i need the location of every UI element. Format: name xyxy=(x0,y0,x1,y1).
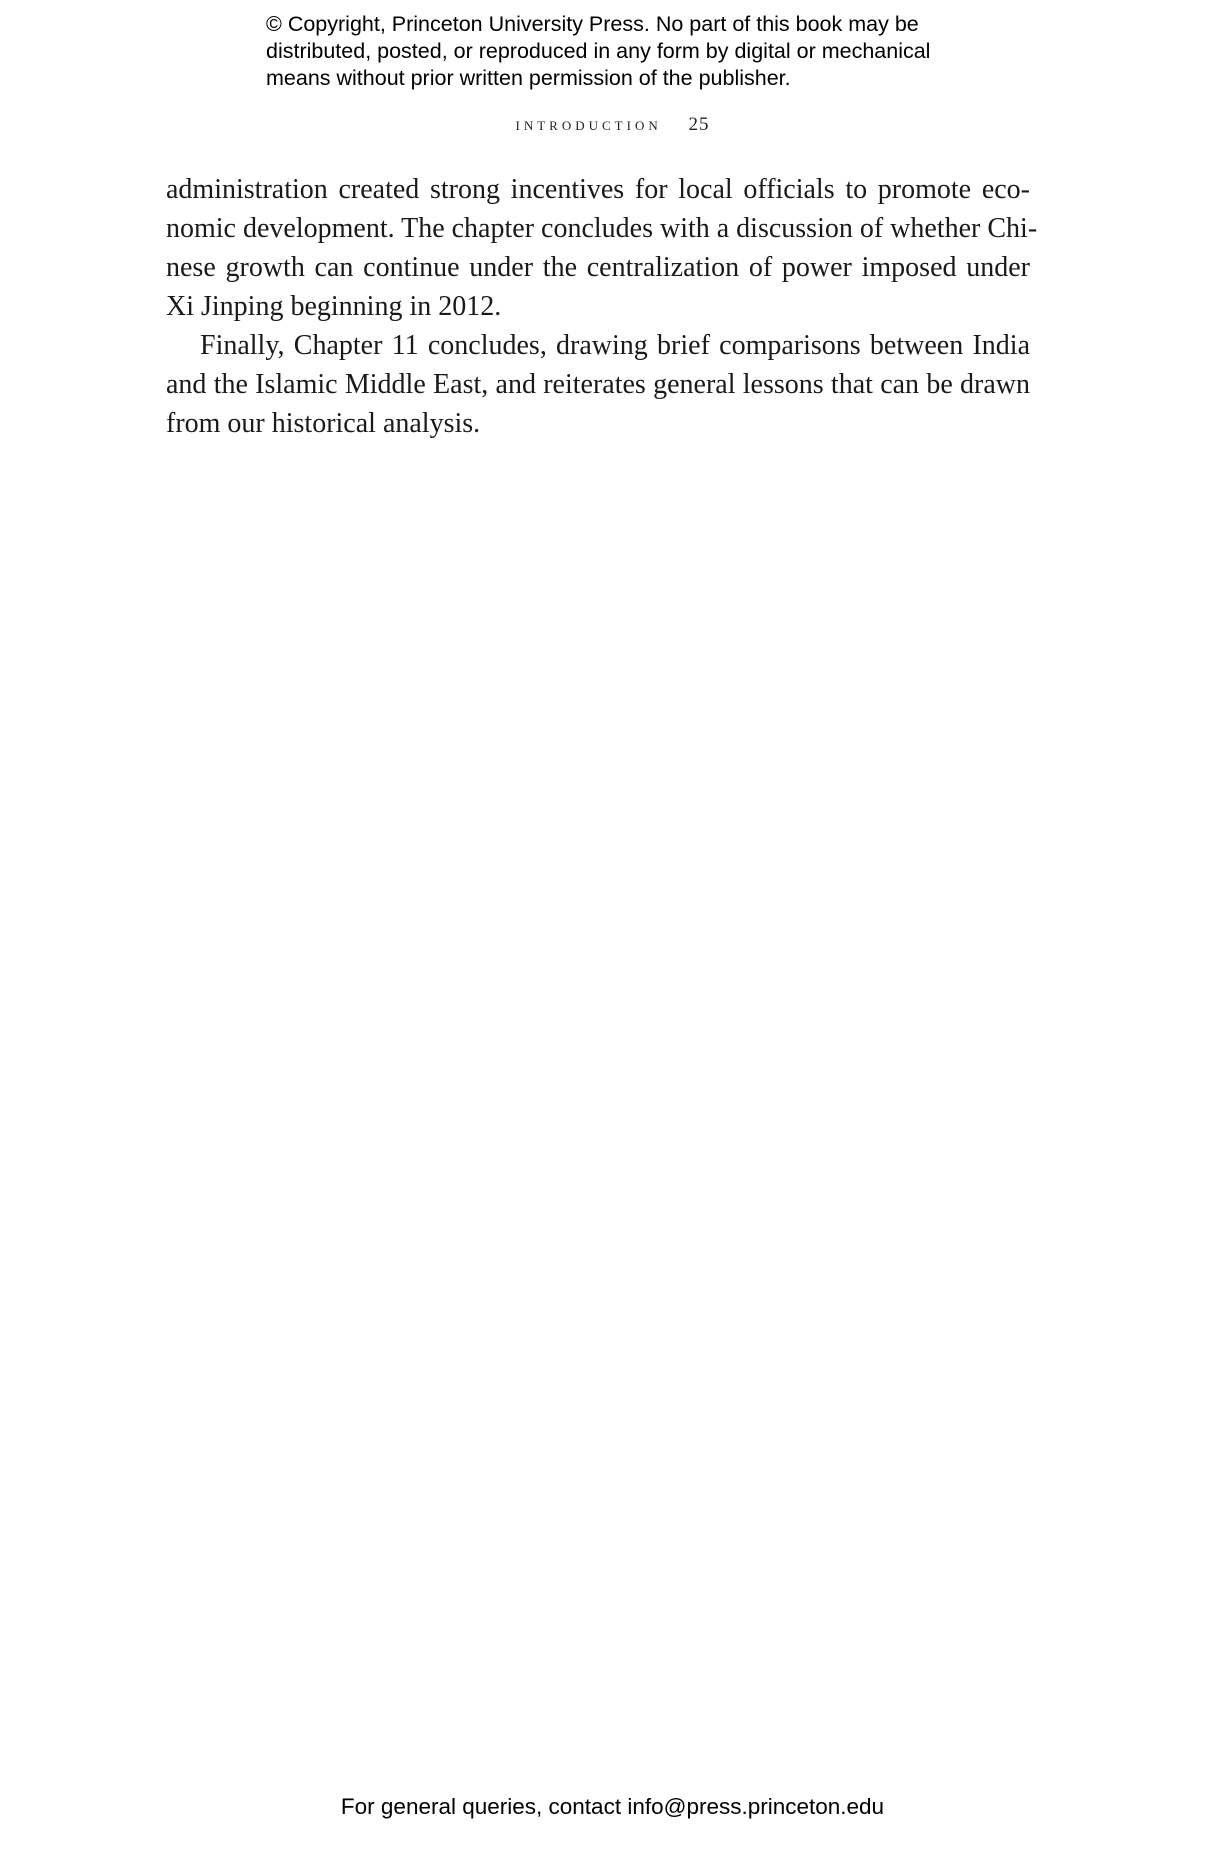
body-text xyxy=(166,170,1038,443)
page-number: 25 xyxy=(688,114,710,135)
copyright-line: © Copyright, Princeton University Press. No part of this book may be xyxy=(266,12,919,36)
text-line: and the Islamic Middle East, and reiterates general lessons that can be drawn xyxy=(166,369,1030,400)
text-line: administration created strong incentives for local officials to promote eco- xyxy=(166,174,1030,205)
text-line: from our historical analysis. xyxy=(166,408,481,439)
text-line: Xi Jinping beginning in 2012. xyxy=(166,291,502,322)
running-head-section: introduction xyxy=(515,114,662,135)
paragraph xyxy=(166,170,1038,326)
text-line: nomic development. The chapter concludes with a discussion of whether Chi- xyxy=(166,213,1038,244)
copyright-line: means without prior written permission of the publisher. xyxy=(266,66,791,90)
paragraph xyxy=(166,326,1030,443)
copyright-notice xyxy=(266,11,1026,92)
text-line: Finally, Chapter 11 concludes, drawing brief comparisons between India xyxy=(200,330,1030,361)
footer-contact: For general queries, contact info@press.princeton.edu xyxy=(340,1794,885,1819)
copyright-line: distributed, posted, or reproduced in any form by digital or mechanical xyxy=(266,39,931,63)
text-line: nese growth can continue under the centralization of power imposed under xyxy=(166,252,1030,283)
running-head xyxy=(0,114,1225,136)
